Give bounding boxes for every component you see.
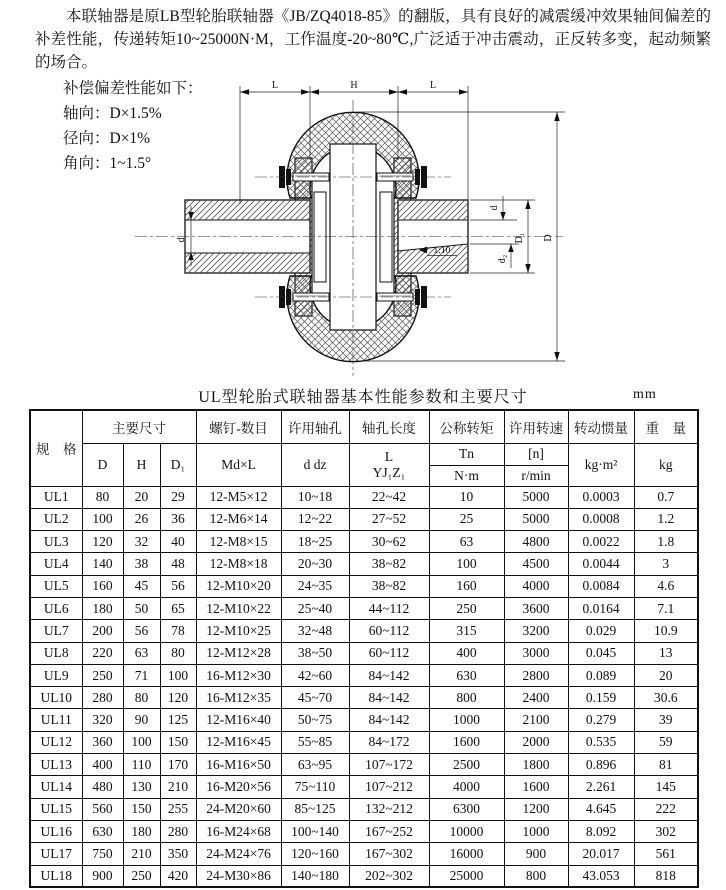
table-cell: 2500 bbox=[429, 754, 504, 776]
table-row bbox=[30, 664, 698, 686]
table-row bbox=[30, 620, 698, 642]
table-cell: 16-M12×30 bbox=[196, 664, 281, 686]
table-cell: 60~112 bbox=[349, 620, 429, 642]
table-row bbox=[30, 865, 698, 887]
table-cell: 4000 bbox=[504, 575, 568, 597]
table-cell: 44~112 bbox=[349, 597, 429, 619]
table-cell: 12-M10×25 bbox=[196, 620, 281, 642]
table-cell: 12-M8×18 bbox=[196, 553, 281, 575]
header-inertia: 转动惯量 bbox=[568, 410, 634, 443]
table-cell: 84~142 bbox=[349, 709, 429, 731]
table-cell: 10000 bbox=[429, 820, 504, 842]
table-cell: 561 bbox=[634, 843, 698, 865]
header-bore-len-sub bbox=[349, 443, 429, 486]
table-cell: 0.0044 bbox=[568, 553, 634, 575]
table-cell: 210 bbox=[160, 776, 196, 798]
table-cell: 1200 bbox=[504, 798, 568, 820]
table-cell: 818 bbox=[634, 865, 698, 887]
table-cell: 0.0008 bbox=[568, 508, 634, 530]
table-cell: 150 bbox=[123, 798, 160, 820]
table-cell: 45 bbox=[123, 575, 160, 597]
table-row bbox=[30, 798, 698, 820]
table-cell: 39 bbox=[634, 709, 698, 731]
table-cell: 2800 bbox=[504, 664, 568, 686]
table-cell: 0.045 bbox=[568, 642, 634, 664]
table-cell: 20~30 bbox=[281, 553, 349, 575]
table-cell: UL17 bbox=[30, 843, 82, 865]
compensation-title: 补偿偏差性能如下： bbox=[63, 80, 203, 97]
table-cell: 18~25 bbox=[281, 531, 349, 553]
table-cell: 32 bbox=[123, 531, 160, 553]
table-cell: 180 bbox=[82, 597, 123, 619]
table-cell: 180 bbox=[123, 820, 160, 842]
table-cell: 59 bbox=[634, 731, 698, 753]
table-cell: 85~125 bbox=[281, 798, 349, 820]
table-cell: 4.6 bbox=[634, 575, 698, 597]
header-screws-sub: Md×L bbox=[196, 443, 281, 486]
header-speed: 许用转速 bbox=[504, 410, 568, 443]
header-bore: 许用轴孔 bbox=[281, 410, 349, 443]
dim-label-d-right: d bbox=[489, 205, 500, 211]
table-cell: 30~62 bbox=[349, 531, 429, 553]
table-cell: 2400 bbox=[504, 687, 568, 709]
table-cell: 315 bbox=[429, 620, 504, 642]
table-cell: 100 bbox=[123, 731, 160, 753]
table-cell: 150 bbox=[160, 731, 196, 753]
table-cell: 0.0164 bbox=[568, 597, 634, 619]
table-cell: 55~85 bbox=[281, 731, 349, 753]
header-spec: 规 格 bbox=[30, 410, 82, 486]
header-torque-sym: Tn bbox=[429, 443, 504, 465]
table-cell: 3 bbox=[634, 553, 698, 575]
table-cell: UL4 bbox=[30, 553, 82, 575]
right-shaft-upper bbox=[398, 200, 468, 220]
dim-label-d1: D₁ bbox=[514, 232, 525, 244]
table-cell: 22~42 bbox=[349, 486, 429, 508]
header-speed-unit: r/min bbox=[504, 465, 568, 486]
table-row bbox=[30, 731, 698, 753]
table-cell: 7.1 bbox=[634, 597, 698, 619]
table-cell: 0.089 bbox=[568, 664, 634, 686]
table-cell: 24-M24×76 bbox=[196, 843, 281, 865]
table-cell: 84~172 bbox=[349, 731, 429, 753]
table-cell: 63 bbox=[123, 642, 160, 664]
header-h: H bbox=[123, 443, 160, 486]
table-cell: 42~60 bbox=[281, 664, 349, 686]
table-cell: 800 bbox=[429, 687, 504, 709]
technical-drawing bbox=[105, 80, 585, 384]
table-cell: 0.0003 bbox=[568, 486, 634, 508]
table-cell: UL14 bbox=[30, 776, 82, 798]
table-cell: 0.0084 bbox=[568, 575, 634, 597]
table-cell: 48 bbox=[160, 553, 196, 575]
table-cell: 32~48 bbox=[281, 620, 349, 642]
table-cell: 132~212 bbox=[349, 798, 429, 820]
table-cell: 120~160 bbox=[281, 843, 349, 865]
table-cell: 250 bbox=[123, 865, 160, 887]
table-cell: 20 bbox=[634, 664, 698, 686]
table-cell: 50~75 bbox=[281, 709, 349, 731]
table-cell: 125 bbox=[160, 709, 196, 731]
table-cell: 16-M12×35 bbox=[196, 687, 281, 709]
table-row bbox=[30, 531, 698, 553]
table-cell: 12~22 bbox=[281, 508, 349, 530]
table-row bbox=[30, 575, 698, 597]
table-cell: 145 bbox=[634, 776, 698, 798]
left-shaft-upper bbox=[185, 200, 310, 220]
table-cell: 1000 bbox=[429, 709, 504, 731]
table-cell: 43.053 bbox=[568, 865, 634, 887]
table-cell: 140~180 bbox=[281, 865, 349, 887]
dim-label-d2: d₂ bbox=[497, 254, 508, 264]
table-cell: 12-M10×22 bbox=[196, 597, 281, 619]
table-cell: 400 bbox=[82, 754, 123, 776]
table-cell: 400 bbox=[429, 642, 504, 664]
table-cell: UL10 bbox=[30, 687, 82, 709]
table-cell: 167~252 bbox=[349, 820, 429, 842]
table-cell: 167~302 bbox=[349, 843, 429, 865]
table-cell: 10.9 bbox=[634, 620, 698, 642]
table-cell: 4800 bbox=[504, 531, 568, 553]
table-row bbox=[30, 687, 698, 709]
table-cell: 24~35 bbox=[281, 575, 349, 597]
table-cell: 25000 bbox=[429, 865, 504, 887]
table-cell: 24-M20×60 bbox=[196, 798, 281, 820]
table-cell: 100 bbox=[160, 664, 196, 686]
table-cell: 24-M30×86 bbox=[196, 865, 281, 887]
table-cell: 8.092 bbox=[568, 820, 634, 842]
table-cell: 29 bbox=[160, 486, 196, 508]
table-cell: 16-M16×50 bbox=[196, 754, 281, 776]
table-cell: 40 bbox=[160, 531, 196, 553]
table-cell: 4000 bbox=[429, 776, 504, 798]
header-weight-unit: kg bbox=[634, 443, 698, 486]
coupling-cross-section bbox=[105, 80, 585, 384]
table-cell: 84~142 bbox=[349, 664, 429, 686]
table-cell: 2.261 bbox=[568, 776, 634, 798]
table-cell: 56 bbox=[160, 575, 196, 597]
header-speed-sym: [n] bbox=[504, 443, 568, 465]
table-cell: 900 bbox=[504, 843, 568, 865]
table-cell: 25 bbox=[429, 508, 504, 530]
table-cell: 30.6 bbox=[634, 687, 698, 709]
table-cell: 12-M5×12 bbox=[196, 486, 281, 508]
table-cell: 20 bbox=[123, 486, 160, 508]
table-cell: 75~110 bbox=[281, 776, 349, 798]
table-cell: 100 bbox=[82, 508, 123, 530]
table-cell: 630 bbox=[82, 820, 123, 842]
table-cell: 81 bbox=[634, 754, 698, 776]
table-cell: 220 bbox=[82, 642, 123, 664]
table-cell: 4500 bbox=[504, 553, 568, 575]
header-torque-unit: N·m bbox=[429, 465, 504, 486]
table-cell: 630 bbox=[429, 664, 504, 686]
table-cell: 2100 bbox=[504, 709, 568, 731]
table-cell: 160 bbox=[82, 575, 123, 597]
table-cell: 107~172 bbox=[349, 754, 429, 776]
table-cell: UL16 bbox=[30, 820, 82, 842]
table-cell: 107~212 bbox=[349, 776, 429, 798]
table-cell: 84~142 bbox=[349, 687, 429, 709]
table-cell: UL6 bbox=[30, 597, 82, 619]
table-body bbox=[30, 486, 698, 887]
table-cell: 20.017 bbox=[568, 843, 634, 865]
table-cell: 60~112 bbox=[349, 642, 429, 664]
table-title: UL型轮胎式联轴器基本性能参数和主要尺寸 bbox=[198, 389, 528, 406]
dim-label-l-right: L bbox=[429, 80, 437, 91]
header-screws: 螺钉-数目 bbox=[196, 410, 281, 443]
bore-len-types: YJ₁Z₁ bbox=[372, 464, 406, 480]
table-cell: 38~82 bbox=[349, 553, 429, 575]
table-row bbox=[30, 709, 698, 731]
table-cell: 78 bbox=[160, 620, 196, 642]
table-cell: 10 bbox=[429, 486, 504, 508]
table-cell: 360 bbox=[82, 731, 123, 753]
table-cell: 16-M24×68 bbox=[196, 820, 281, 842]
table-cell: UL9 bbox=[30, 664, 82, 686]
header-torque: 公称转矩 bbox=[429, 410, 504, 443]
table-cell: 100 bbox=[429, 553, 504, 575]
table-cell: UL11 bbox=[30, 709, 82, 731]
table-cell: 3000 bbox=[504, 642, 568, 664]
table-cell: 16-M20×56 bbox=[196, 776, 281, 798]
table-cell: 1600 bbox=[429, 731, 504, 753]
table-cell: 27~52 bbox=[349, 508, 429, 530]
table-cell: UL8 bbox=[30, 642, 82, 664]
table-cell: 12-M8×15 bbox=[196, 531, 281, 553]
table-cell: 280 bbox=[160, 820, 196, 842]
table-cell: 13 bbox=[634, 642, 698, 664]
table-cell: 16000 bbox=[429, 843, 504, 865]
table-cell: UL1 bbox=[30, 486, 82, 508]
table-cell: 56 bbox=[123, 620, 160, 642]
table-cell: 5000 bbox=[504, 508, 568, 530]
table-cell: 80 bbox=[160, 642, 196, 664]
table-cell: 120 bbox=[160, 687, 196, 709]
left-shaft-lower bbox=[185, 253, 310, 273]
table-row bbox=[30, 553, 698, 575]
table-cell: 0.7 bbox=[634, 486, 698, 508]
table-cell: 12-M12×28 bbox=[196, 642, 281, 664]
header-bore-sub: d dz bbox=[281, 443, 349, 486]
table-cell: 1.2 bbox=[634, 508, 698, 530]
table-cell: 63 bbox=[429, 531, 504, 553]
table-cell: 110 bbox=[123, 754, 160, 776]
table-header bbox=[30, 410, 698, 486]
table-row bbox=[30, 486, 698, 508]
table-cell: UL18 bbox=[30, 865, 82, 887]
table-row bbox=[30, 776, 698, 798]
header-d: D bbox=[82, 443, 123, 486]
table-cell: 250 bbox=[429, 597, 504, 619]
table-cell: 90 bbox=[123, 709, 160, 731]
angular-spec: 角向：1~1.5° bbox=[63, 155, 152, 172]
table-row bbox=[30, 843, 698, 865]
table-unit: mm bbox=[633, 387, 657, 402]
table-cell: 900 bbox=[82, 865, 123, 887]
table-cell: 0.896 bbox=[568, 754, 634, 776]
table-cell: UL5 bbox=[30, 575, 82, 597]
table-cell: 50 bbox=[123, 597, 160, 619]
table-cell: UL2 bbox=[30, 508, 82, 530]
header-bore-len: 轴孔长度 bbox=[349, 410, 429, 443]
axial-spec: 轴向：D×1.5% bbox=[63, 105, 162, 122]
header-weight: 重 量 bbox=[634, 410, 698, 443]
table-cell: 80 bbox=[123, 687, 160, 709]
table-cell: 1000 bbox=[504, 820, 568, 842]
right-clamp-plate bbox=[380, 192, 392, 282]
table-cell: 6300 bbox=[429, 798, 504, 820]
table-cell: 250 bbox=[82, 664, 123, 686]
table-cell: 0.0022 bbox=[568, 531, 634, 553]
table-row bbox=[30, 820, 698, 842]
table-cell: 63~95 bbox=[281, 754, 349, 776]
table-cell: 12-M6×14 bbox=[196, 508, 281, 530]
table-cell: 0.279 bbox=[568, 709, 634, 731]
table-cell: 38~50 bbox=[281, 642, 349, 664]
table-cell: 280 bbox=[82, 687, 123, 709]
table-cell: 200 bbox=[82, 620, 123, 642]
table-cell: 26 bbox=[123, 508, 160, 530]
table-cell: 0.029 bbox=[568, 620, 634, 642]
left-clamp-plate bbox=[314, 192, 326, 282]
dim-label-d-outer: D bbox=[543, 234, 554, 242]
table-cell: 3200 bbox=[504, 620, 568, 642]
table-cell: 350 bbox=[160, 843, 196, 865]
parameters-table bbox=[29, 409, 699, 888]
taper-label: 1:10 bbox=[433, 246, 451, 256]
table-cell: 210 bbox=[123, 843, 160, 865]
table-cell: 5000 bbox=[504, 486, 568, 508]
table-cell: 65 bbox=[160, 597, 196, 619]
table-cell: 0.159 bbox=[568, 687, 634, 709]
table-cell: 45~70 bbox=[281, 687, 349, 709]
table-cell: 3600 bbox=[504, 597, 568, 619]
table-cell: 1800 bbox=[504, 754, 568, 776]
table-row bbox=[30, 642, 698, 664]
table-cell: UL13 bbox=[30, 754, 82, 776]
table-row bbox=[30, 754, 698, 776]
table-cell: 38 bbox=[123, 553, 160, 575]
table-cell: 130 bbox=[123, 776, 160, 798]
bore-len-l: L bbox=[384, 448, 394, 464]
table-cell: 10~18 bbox=[281, 486, 349, 508]
table-cell: 71 bbox=[123, 664, 160, 686]
dim-label-h: H bbox=[350, 80, 358, 91]
table-row bbox=[30, 508, 698, 530]
radial-spec: 径向：D×1% bbox=[63, 130, 151, 147]
dim-label-l-left: L bbox=[271, 80, 279, 91]
table-cell: 38~82 bbox=[349, 575, 429, 597]
table-cell: 12-M16×40 bbox=[196, 709, 281, 731]
table-cell: 12-M16×45 bbox=[196, 731, 281, 753]
table-cell: 560 bbox=[82, 798, 123, 820]
table-cell: 302 bbox=[634, 820, 698, 842]
table-cell: UL15 bbox=[30, 798, 82, 820]
table-cell: 1.8 bbox=[634, 531, 698, 553]
table-cell: 420 bbox=[160, 865, 196, 887]
header-main-dims: 主要尺寸 bbox=[82, 410, 196, 443]
table-cell: 160 bbox=[429, 575, 504, 597]
table-cell: UL3 bbox=[30, 531, 82, 553]
table-cell: 202~302 bbox=[349, 865, 429, 887]
header-d1: D₁ bbox=[160, 443, 196, 486]
table-cell: 1600 bbox=[504, 776, 568, 798]
table-cell: UL12 bbox=[30, 731, 82, 753]
table-cell: 2000 bbox=[504, 731, 568, 753]
table-cell: 480 bbox=[82, 776, 123, 798]
table-cell: 750 bbox=[82, 843, 123, 865]
table-cell: 4.645 bbox=[568, 798, 634, 820]
table-cell: 12-M10×20 bbox=[196, 575, 281, 597]
header-inertia-unit: kg·m² bbox=[568, 443, 634, 486]
table-cell: 0.535 bbox=[568, 731, 634, 753]
table-cell: 36 bbox=[160, 508, 196, 530]
table-cell: 800 bbox=[504, 865, 568, 887]
table-cell: 80 bbox=[82, 486, 123, 508]
table-cell: 120 bbox=[82, 531, 123, 553]
table-cell: 100~140 bbox=[281, 820, 349, 842]
table-cell: 25~40 bbox=[281, 597, 349, 619]
dim-label-d-left: d bbox=[176, 237, 187, 243]
table-cell: UL7 bbox=[30, 620, 82, 642]
table-cell: 170 bbox=[160, 754, 196, 776]
table-cell: 140 bbox=[82, 553, 123, 575]
table-cell: 320 bbox=[82, 709, 123, 731]
table-row bbox=[30, 597, 698, 619]
table-cell: 222 bbox=[634, 798, 698, 820]
table-cell: 255 bbox=[160, 798, 196, 820]
intro-paragraph: 本联轴器是原LB型轮胎联轴器《JB/ZQ4018-85》的翻版，具有良好的减震缓冲效果轴间偏差的补差性能，传递转矩10~25000N·M，工作温度-20~80℃,广泛适于冲击震动，正反转多变，起动频繁的场合。 bbox=[35, 8, 711, 71]
